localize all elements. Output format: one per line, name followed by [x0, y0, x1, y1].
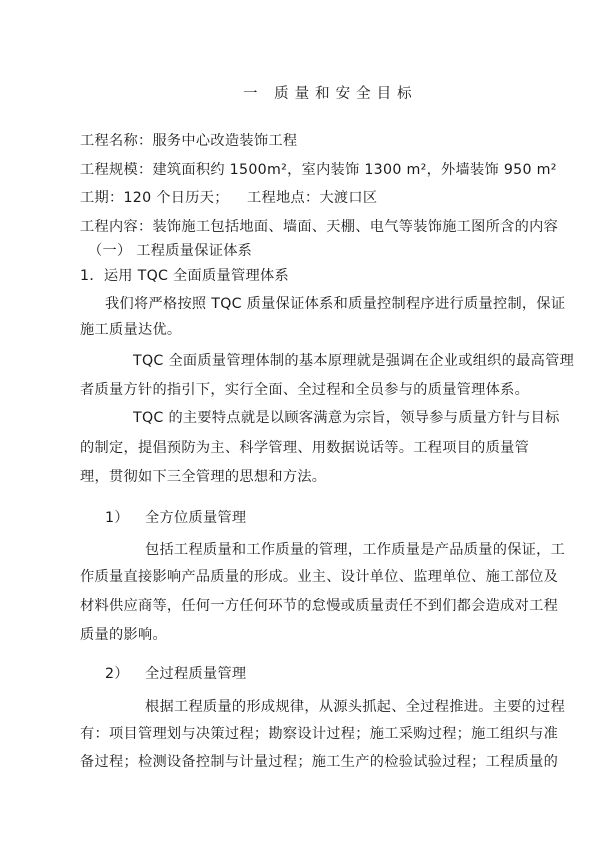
paragraph-line: 理，贯彻如下三全管理的思想和方法。 — [80, 469, 327, 485]
item-number: 1） — [105, 510, 129, 526]
paragraph-line: 备过程；检测设备控制与计量过程；施工生产的检验试验过程；工程质量的 — [80, 754, 559, 770]
item-heading: 全过程质量管理 — [145, 666, 247, 682]
paragraph-line: 材料供应商等，任何一方任何环节的怠慢或质量责任不到们都会造成对工程 — [80, 598, 559, 614]
paragraph-line: 者质量方针的指引下，实行全面、全过程和全员参与的质量管理体系。 — [80, 382, 530, 398]
paragraph-line: 包括工程质量和工作质量的管理，工作质量是产品质量的保证，工 — [145, 542, 566, 558]
paragraph-line: TQC 全面质量管理体制的基本原理就是强调在企业或组织的最高管理 — [133, 353, 575, 369]
project-content: 工程内容：装饰施工包括地面、墙面、天棚、电气等装饰施工图所含的内容 — [80, 219, 559, 235]
paragraph-line: 我们将严格按照 TQC 质量保证体系和质量控制程序进行质量控制，保证 — [105, 296, 566, 312]
paragraph-line: 有：项目管理划与决策过程；勘察设计过程；施工采购过程；施工组织与准 — [80, 726, 559, 742]
paragraph-line: 作质量直接影响产品质量的形成。业主、设计单位、监理单位、施工部位及 — [80, 569, 559, 585]
paragraph-line: 施工质量达优。 — [80, 322, 182, 338]
project-name: 工程名称：服务中心改造装饰工程 — [80, 133, 298, 149]
document-title: 一 质量和安全目标 — [243, 86, 418, 102]
section-heading: （一） 工程质量保证体系 — [88, 243, 253, 259]
project-location: 工程地点：大渡口区 — [247, 190, 378, 206]
item-number: 2） — [105, 666, 129, 682]
subsection-heading: 1．运用 TQC 全面质量管理体系 — [80, 268, 289, 284]
paragraph-line: TQC 的主要特点就是以顾客满意为宗旨，领导参与质量方针与目标 — [133, 410, 560, 426]
paragraph-line: 的制定，提倡预防为主、科学管理、用数据说话等。工程项目的质量管 — [80, 440, 530, 456]
project-scale: 工程规模：建筑面积约 1500m²，室内装饰 1300 m²，外墙装饰 950 m² — [80, 162, 557, 178]
project-period: 工期：120 个日历天； — [80, 190, 229, 206]
paragraph-line: 质量的影响。 — [80, 627, 167, 643]
item-heading: 全方位质量管理 — [145, 510, 247, 526]
paragraph-line: 根据工程质量的形成规律，从源头抓起、全过程推进。主要的过程 — [145, 699, 566, 715]
